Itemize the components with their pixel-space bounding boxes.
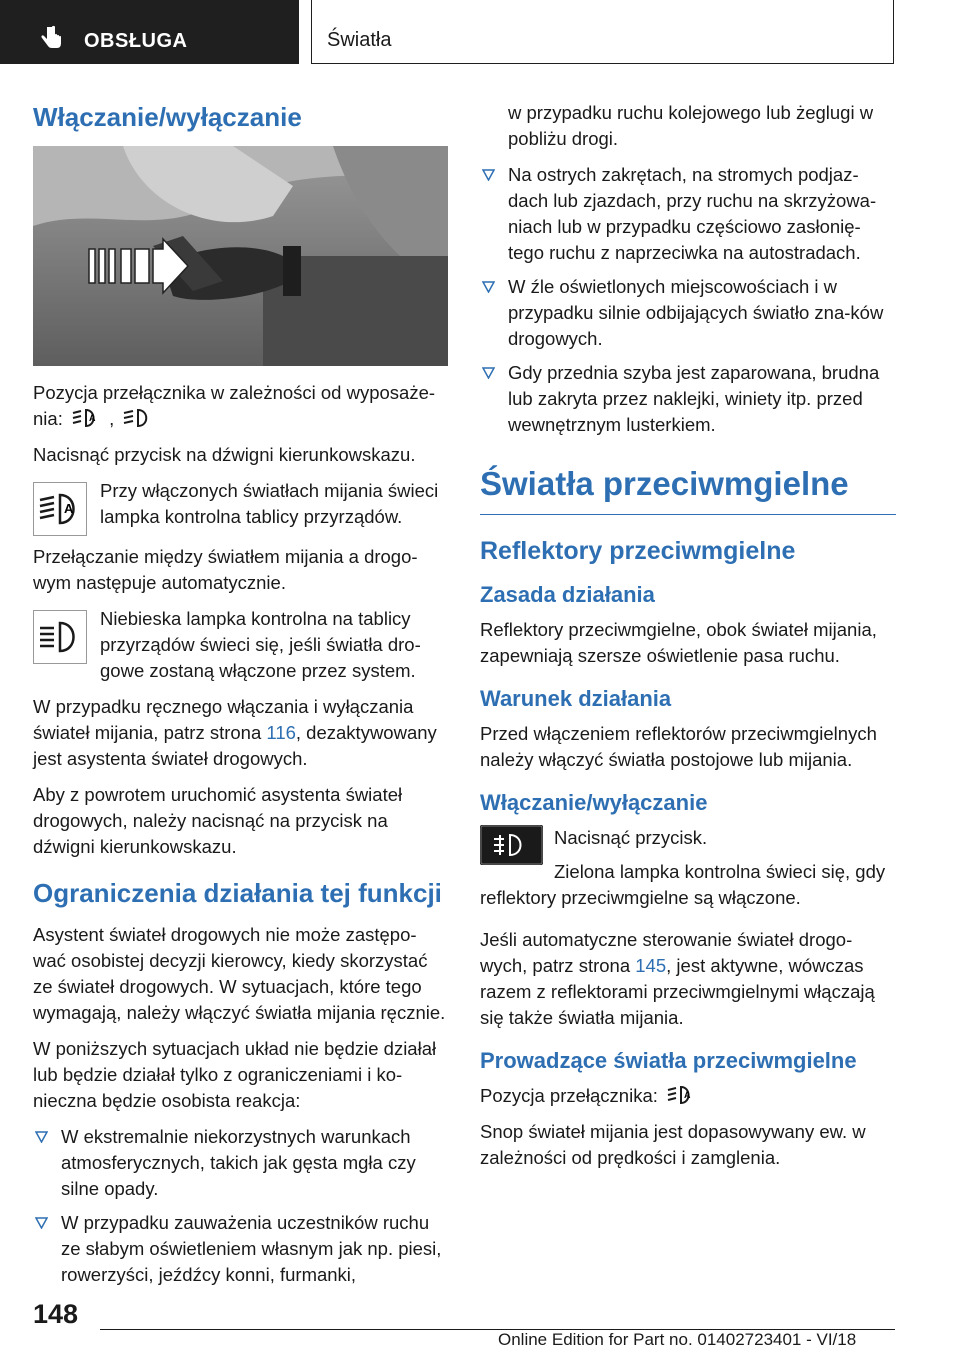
triangle-bullet-icon xyxy=(482,281,495,293)
list-item: Gdy przednia szyba jest zaparowana, brudna lub zakryta przez naklejki, winiety itp. przed wewnętrznym lusterkiem. xyxy=(480,360,896,438)
high-beam-indicator-icon xyxy=(34,611,86,663)
continuation-text: w przypadku ruchu kolejowego lub żeglugi w pobliżu drogi. xyxy=(508,102,874,149)
low-beam-icon xyxy=(123,407,151,429)
left-column xyxy=(33,100,448,1296)
limits-list-left xyxy=(33,1124,448,1288)
list-item: W ekstremalnie niekorzystnych warunkach atmosferycznych, takich jak gęsta mgła czy silne opady. xyxy=(33,1124,448,1202)
footer-edition: Online Edition for Part no. 01402723401 - VI/18 xyxy=(498,1330,857,1349)
onoff-heading: Włączanie/wyłączanie xyxy=(480,790,708,815)
guiding-heading: Prowadzące światła przeciwmgielne xyxy=(480,1048,857,1073)
indicator-text-2: Niebieska lampka kontrolna na tablicy przyrządów świeci się, jeśli światła dro-gowe zostaną włączone przez system. xyxy=(100,608,421,681)
turn-signal-lever-illustration xyxy=(33,146,448,366)
svg-text:A: A xyxy=(88,413,96,423)
triangle-bullet-icon xyxy=(35,1131,48,1143)
switch-position-text: Pozycja przełącznika w zależności od wyposaże-nia: A , xyxy=(33,382,436,429)
header-section-tab xyxy=(0,0,299,64)
section-heading-on-off: Włączanie/wyłączanie xyxy=(33,102,302,132)
header-chapter-tab xyxy=(311,0,894,64)
press-lever-text: Nacisnąć przycisk na dźwigni kierunkowskazu. xyxy=(33,444,416,465)
svg-text:A: A xyxy=(64,501,74,516)
high-beam-indicator-box xyxy=(33,610,87,664)
toggle-text: Przełączanie między światłem mijania a drogo-wym następuje automatycznie. xyxy=(33,546,418,593)
triangle-bullet-icon xyxy=(482,169,495,181)
press-button-text: Nacisnąć przycisk. xyxy=(554,827,708,848)
principle-text: Reflektory przeciwmgielne, obok świateł mijania, zapewniają szersze oświetlenie pasa ruchu. xyxy=(480,619,877,666)
switch-position-right: Pozycja przełącznika: A xyxy=(480,1083,896,1109)
indicator-row-highbeam xyxy=(33,606,448,684)
fog-headlights-heading: Reflektory przeciwmgielne xyxy=(480,537,796,565)
manual-text: W przypadku ręcznego włączania i wyłączania świateł mijania, patrz strona 116, dezaktywowany jest asystenta świateł drogowych. xyxy=(33,696,437,769)
svg-text:A: A xyxy=(684,1090,691,1100)
hand-pointer-icon xyxy=(38,24,66,52)
auto-text: Jeśli automatyczne sterowanie świateł drogo-wych, patrz strona 145, jest aktywne, wówczas razem z reflektorami przeciwmgielnymi włączają się także światła mijania. xyxy=(480,929,875,1028)
list-item: Na ostrych zakrętach, na stromych podjaz-dach lub zjazdach, przy ruchu na skrzyżowa-niach lub w przypadku częściowo zasłonię-tego ruchu z naprzeciwka na autostradach. xyxy=(480,162,896,266)
right-column xyxy=(480,100,896,1181)
page-link-116[interactable]: 116 xyxy=(266,722,296,743)
header-chapter-label: Światła xyxy=(327,29,392,51)
restart-text: Aby z powrotem uruchomić asystenta świateł drogowych, należy nacisnąć na przycisk na dźwigni kierunkowskazu. xyxy=(33,784,403,857)
limits-list-right xyxy=(480,162,896,438)
triangle-bullet-icon xyxy=(35,1217,48,1229)
auto-headlight-icon xyxy=(667,1084,695,1106)
fog-button-row xyxy=(480,825,896,851)
fog-lights-main-heading: Światła przeciwmgielne xyxy=(480,464,896,515)
indicator-text-1: Przy włączonych światłach mijania świeci lampka kontrolna tablicy przyrządów. xyxy=(100,480,439,527)
limits-text: Asystent świateł drogowych nie może zastępo-wać osobistej decyzji kierowcy, kiedy skorzystać ze świateł drogowych. W sytuacjach, które tego wymagają, należy włączyć światła mijania ręcznie. xyxy=(33,924,446,1023)
green-lamp-text: Zielona lampka kontrolna świeci się, gdy reflektory przeciwmgielne są włączone. xyxy=(480,861,886,908)
list-item: W źle oświetlonych miejscowościach i w przypadku silnie odbijających światło zna-ków drogowych. xyxy=(480,274,896,352)
principle-heading: Zasada działania xyxy=(480,582,655,607)
limits-intro: W poniższych sytuacjach układ nie będzie działał lub będzie działał tylko z ograniczeniami i ko-nieczna będzie osobista reakcja: xyxy=(33,1038,437,1111)
beam-text: Snop świateł mijania jest dopasowywany ew. w zależności od prędkości i zamglenia. xyxy=(480,1121,866,1168)
fog-light-icon xyxy=(480,825,543,865)
limits-heading: Ograniczenia działania tej funkcji xyxy=(33,878,442,908)
auto-light-indicator-box xyxy=(33,482,87,536)
auto-headlight-icon xyxy=(72,407,100,429)
condition-heading: Warunek działania xyxy=(480,686,672,711)
fog-light-button-image xyxy=(480,825,543,865)
condition-text: Przed włączeniem reflektorów przeciwmgielnych należy włączyć światła postojowe lub mijania. xyxy=(480,723,877,770)
lever-photo-drawing xyxy=(33,146,448,366)
page-link-145[interactable]: 145 xyxy=(635,955,667,976)
auto-light-indicator-icon xyxy=(34,483,86,535)
list-item: W przypadku zauważenia uczestników ruchu ze słabym oświetleniem własnym jak np. piesi, rowerzyści, jeźdźcy konni, furmanki, xyxy=(33,1210,448,1288)
indicator-row-auto xyxy=(33,478,448,534)
header-section-label: OBSŁUGA xyxy=(84,30,188,52)
page-number: 148 xyxy=(33,1299,79,1329)
triangle-bullet-icon xyxy=(482,367,495,379)
